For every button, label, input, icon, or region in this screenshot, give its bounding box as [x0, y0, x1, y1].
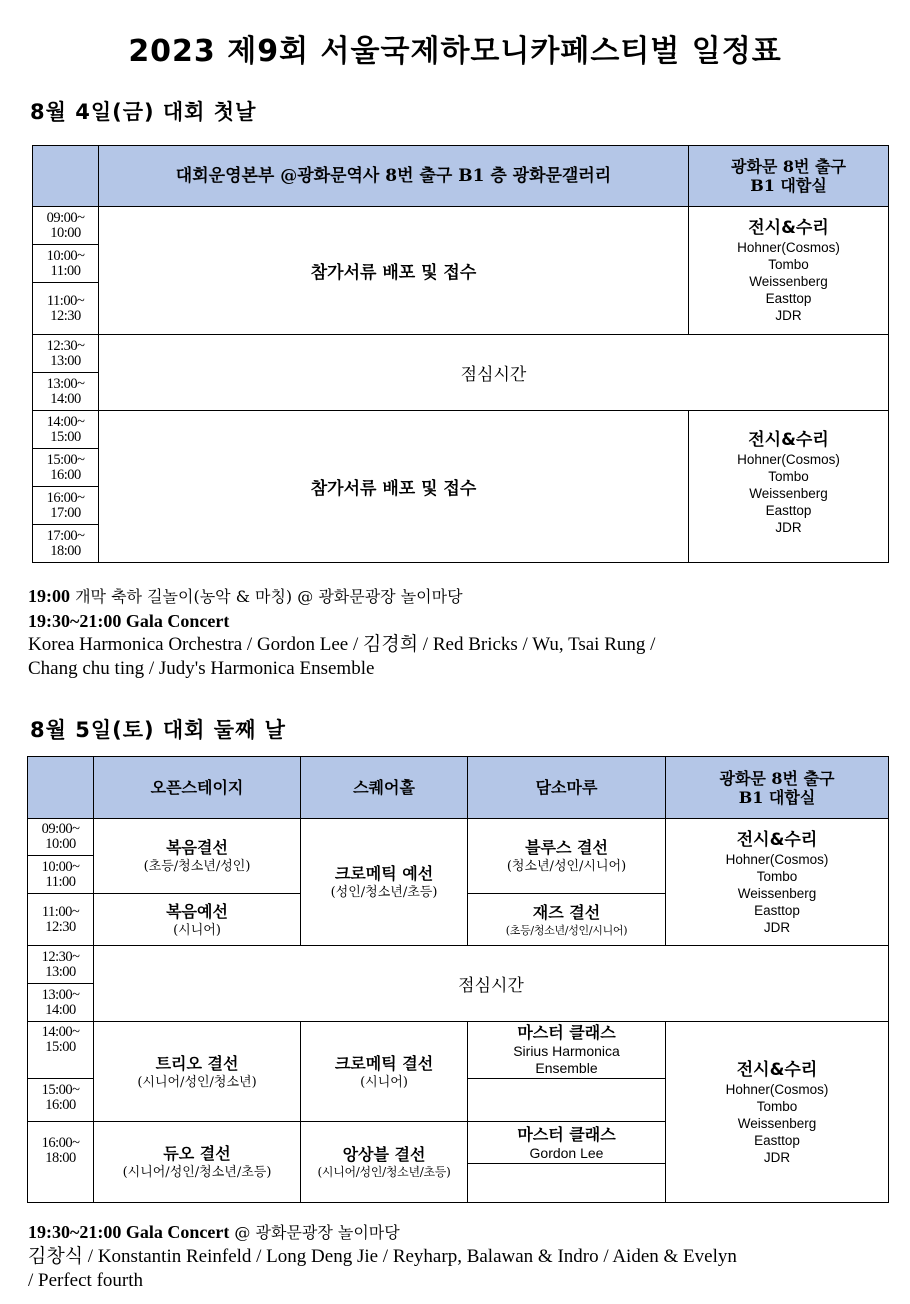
master-class-2-cell [468, 1122, 666, 1164]
time-slot: 11:00~ 12:30 [28, 894, 94, 946]
day1-schedule-table [32, 145, 889, 563]
day2-lunch: 점심시간 [94, 946, 889, 1022]
day1-header-side [689, 146, 889, 207]
master-class-1-artist-line2: Ensemble [535, 1060, 598, 1076]
day1-heading: 8월 4일(금) 대회 첫날 [30, 100, 257, 124]
time-slot: 11:00~ 12:30 [33, 283, 99, 335]
header-side-line2: B1 대합실 [750, 176, 827, 195]
damso-empty-cell-1 [468, 1079, 666, 1122]
time-slot: 15:00~ 16:00 [33, 449, 99, 487]
day2-performers-line1: 김창식 / Konstantin Reinfeld / Long Deng Jie / Reyharp, Balawan & Indro / Aiden & Evelyn [28, 1246, 737, 1267]
gospel-prelim-cell [94, 894, 301, 946]
header-side-line1: 광화문 8번 출구 [730, 157, 846, 176]
master-class-2-artist: Gordon Lee [529, 1144, 604, 1161]
page-title: 2023 제9회 서울국제하모니카페스티벌 일정표 [128, 34, 782, 69]
gospel-prelim-title: 복음예선 [166, 901, 228, 921]
day1-exhibit-afternoon [689, 411, 889, 563]
opening-parade-text: 개막 축하 길놀이(농악 & 마칭) @ 광화문광장 놀이마당 [70, 587, 463, 606]
time-slot: 10:00~ 11:00 [33, 245, 99, 283]
exhibit-title: 전시&수리 [748, 430, 829, 450]
time-slot: 09:00~ 10:00 [28, 819, 94, 856]
day1-header-main: 대회운영본부 @광화문역사 8번 출구 B1 층 광화문갤러리 [99, 146, 689, 207]
header-open-stage: 오픈스테이지 [94, 757, 301, 819]
gospel-final-title: 복음결선 [166, 838, 228, 857]
exhibit-title: 전시&수리 [736, 829, 818, 850]
time-slot: 13:00~ 14:00 [33, 373, 99, 411]
time-slot: 16:00~ 18:00 [28, 1122, 94, 1203]
exhibit-item: Weissenberg [737, 885, 817, 901]
time-slot: 12:30~ 13:00 [28, 946, 94, 984]
duo-final-divisions: (시니어/성인/청소년/초등) [122, 1165, 272, 1180]
jazz-final-cell [468, 894, 666, 946]
master-class-1-title: 마스터 클래스 [517, 1023, 616, 1042]
time-slot: 15:00~ 16:00 [28, 1079, 94, 1122]
day2-exhibit-afternoon [666, 1022, 889, 1203]
day1-morning-event: 참가서류 배포 및 접수 [99, 207, 689, 335]
chromatic-final-cell [301, 1022, 468, 1122]
time-slot: 14:00~ 15:00 [33, 411, 99, 449]
day2-gala-title: 19:30~21:00 Gala Concert [28, 1222, 230, 1242]
time-slot: 13:00~ 14:00 [28, 984, 94, 1022]
ensemble-final-cell [301, 1122, 468, 1203]
master-class-1-cell [468, 1022, 666, 1079]
day1-performers-line2: Chang chu ting / Judy's Harmonica Ensemble [28, 658, 375, 679]
master-class-2-title: 마스터 클래스 [517, 1124, 616, 1144]
duo-final-title: 듀오 결선 [163, 1144, 231, 1163]
chromatic-final-divisions: (시니어) [360, 1074, 408, 1090]
time-slot: 14:00~ 15:00 [28, 1022, 94, 1079]
gospel-final-divisions: (초등/청소년/성인) [143, 859, 251, 874]
exhibit-item: JDR [763, 1149, 791, 1165]
time-slot: 16:00~ 17:00 [33, 487, 99, 525]
trio-final-title: 트리오 결선 [155, 1053, 239, 1073]
exhibit-item: Tombo [756, 1098, 798, 1114]
exhibit-item: JDR [763, 919, 791, 935]
header-square-hall: 스퀘어홀 [301, 757, 468, 819]
gospel-prelim-divisions: (시니어) [173, 922, 221, 938]
blues-final-divisions: (청소년/성인/시니어) [506, 859, 627, 874]
day1-lunch: 점심시간 [99, 335, 889, 411]
day2-performers-line2: / Perfect fourth [28, 1270, 144, 1291]
chromatic-prelim-divisions: (성인/청소년/초등) [330, 885, 438, 900]
exhibit-item: JDR [775, 308, 802, 323]
day2-exhibit-morning [666, 819, 889, 946]
exhibit-item: Hohner(Cosmos) [737, 452, 840, 467]
day2-schedule-table [27, 756, 889, 1203]
day1-performers-line1: Korea Harmonica Orchestra / Gordon Lee / 김경희 / Red Bricks / Wu, Tsai Rung / [28, 634, 656, 655]
day1-evening-block [28, 584, 655, 681]
exhibit-item: Hohner(Cosmos) [725, 1081, 829, 1097]
jazz-final-title: 재즈 결선 [532, 902, 601, 922]
exhibit-item: Hohner(Cosmos) [737, 240, 840, 255]
chromatic-prelim-cell [301, 819, 468, 946]
day1-evening-line1 [28, 584, 655, 609]
chromatic-final-title: 크로메틱 결선 [334, 1053, 434, 1073]
exhibit-item: Tombo [768, 469, 809, 484]
exhibit-item: Easttop [765, 291, 812, 306]
exhibit-item: Tombo [768, 257, 809, 272]
exhibit-item: Weissenberg [749, 274, 828, 289]
header-side-line1: 광화문 8번 출구 [719, 768, 835, 788]
jazz-final-divisions: (초등/청소년/성인/시니어) [505, 923, 628, 937]
time-slot: 17:00~ 18:00 [33, 525, 99, 563]
damso-empty-cell-2 [468, 1164, 666, 1203]
exhibit-item: Weissenberg [737, 1115, 817, 1131]
ensemble-final-divisions: (시니어/성인/청소년/초등) [317, 1165, 451, 1179]
day2-evening-line1 [28, 1220, 737, 1245]
day1-time-header [33, 146, 99, 207]
exhibit-item: Easttop [754, 902, 800, 918]
master-class-1-artist-line1: Sirius Harmonica [513, 1043, 620, 1059]
time-slot: 09:00~ 10:00 [33, 207, 99, 245]
exhibit-item: JDR [775, 520, 802, 535]
exhibit-item: Easttop [754, 1132, 800, 1148]
day2-time-header [28, 757, 94, 819]
time-slot: 12:30~ 13:00 [33, 335, 99, 373]
day2-evening-block [28, 1220, 737, 1293]
header-side-line2: B1 대합실 [738, 787, 816, 807]
exhibit-item: Weissenberg [749, 486, 828, 501]
exhibit-title: 전시&수리 [736, 1059, 818, 1080]
gospel-final-cell [94, 819, 301, 894]
day1-afternoon-event: 참가서류 배포 및 접수 [99, 411, 689, 563]
trio-final-cell [94, 1022, 301, 1122]
exhibit-item: Easttop [765, 503, 812, 518]
day1-exhibit-morning [689, 207, 889, 335]
time-slot: 10:00~ 11:00 [28, 856, 94, 894]
trio-final-divisions: (시니어/성인/청소년) [137, 1074, 257, 1090]
exhibit-title: 전시&수리 [748, 218, 829, 238]
chromatic-prelim-title: 크로메틱 예선 [334, 864, 434, 883]
exhibit-item: Hohner(Cosmos) [725, 851, 829, 867]
blues-final-title: 블루스 결선 [525, 838, 608, 857]
ensemble-final-title: 앙상블 결선 [342, 1145, 426, 1164]
duo-final-cell [94, 1122, 301, 1203]
blues-final-cell [468, 819, 666, 894]
day1-gala-title: 19:30~21:00 Gala Concert [28, 611, 230, 631]
day2-heading: 8월 5일(토) 대회 둘째 날 [30, 718, 286, 742]
exhibit-item: Tombo [756, 868, 798, 884]
day2-header-side [666, 757, 889, 819]
header-damso-maru: 담소마루 [468, 757, 666, 819]
opening-time: 19:00 [28, 586, 70, 606]
day2-gala-venue: @ 광화문광장 놀이마당 [229, 1223, 400, 1242]
